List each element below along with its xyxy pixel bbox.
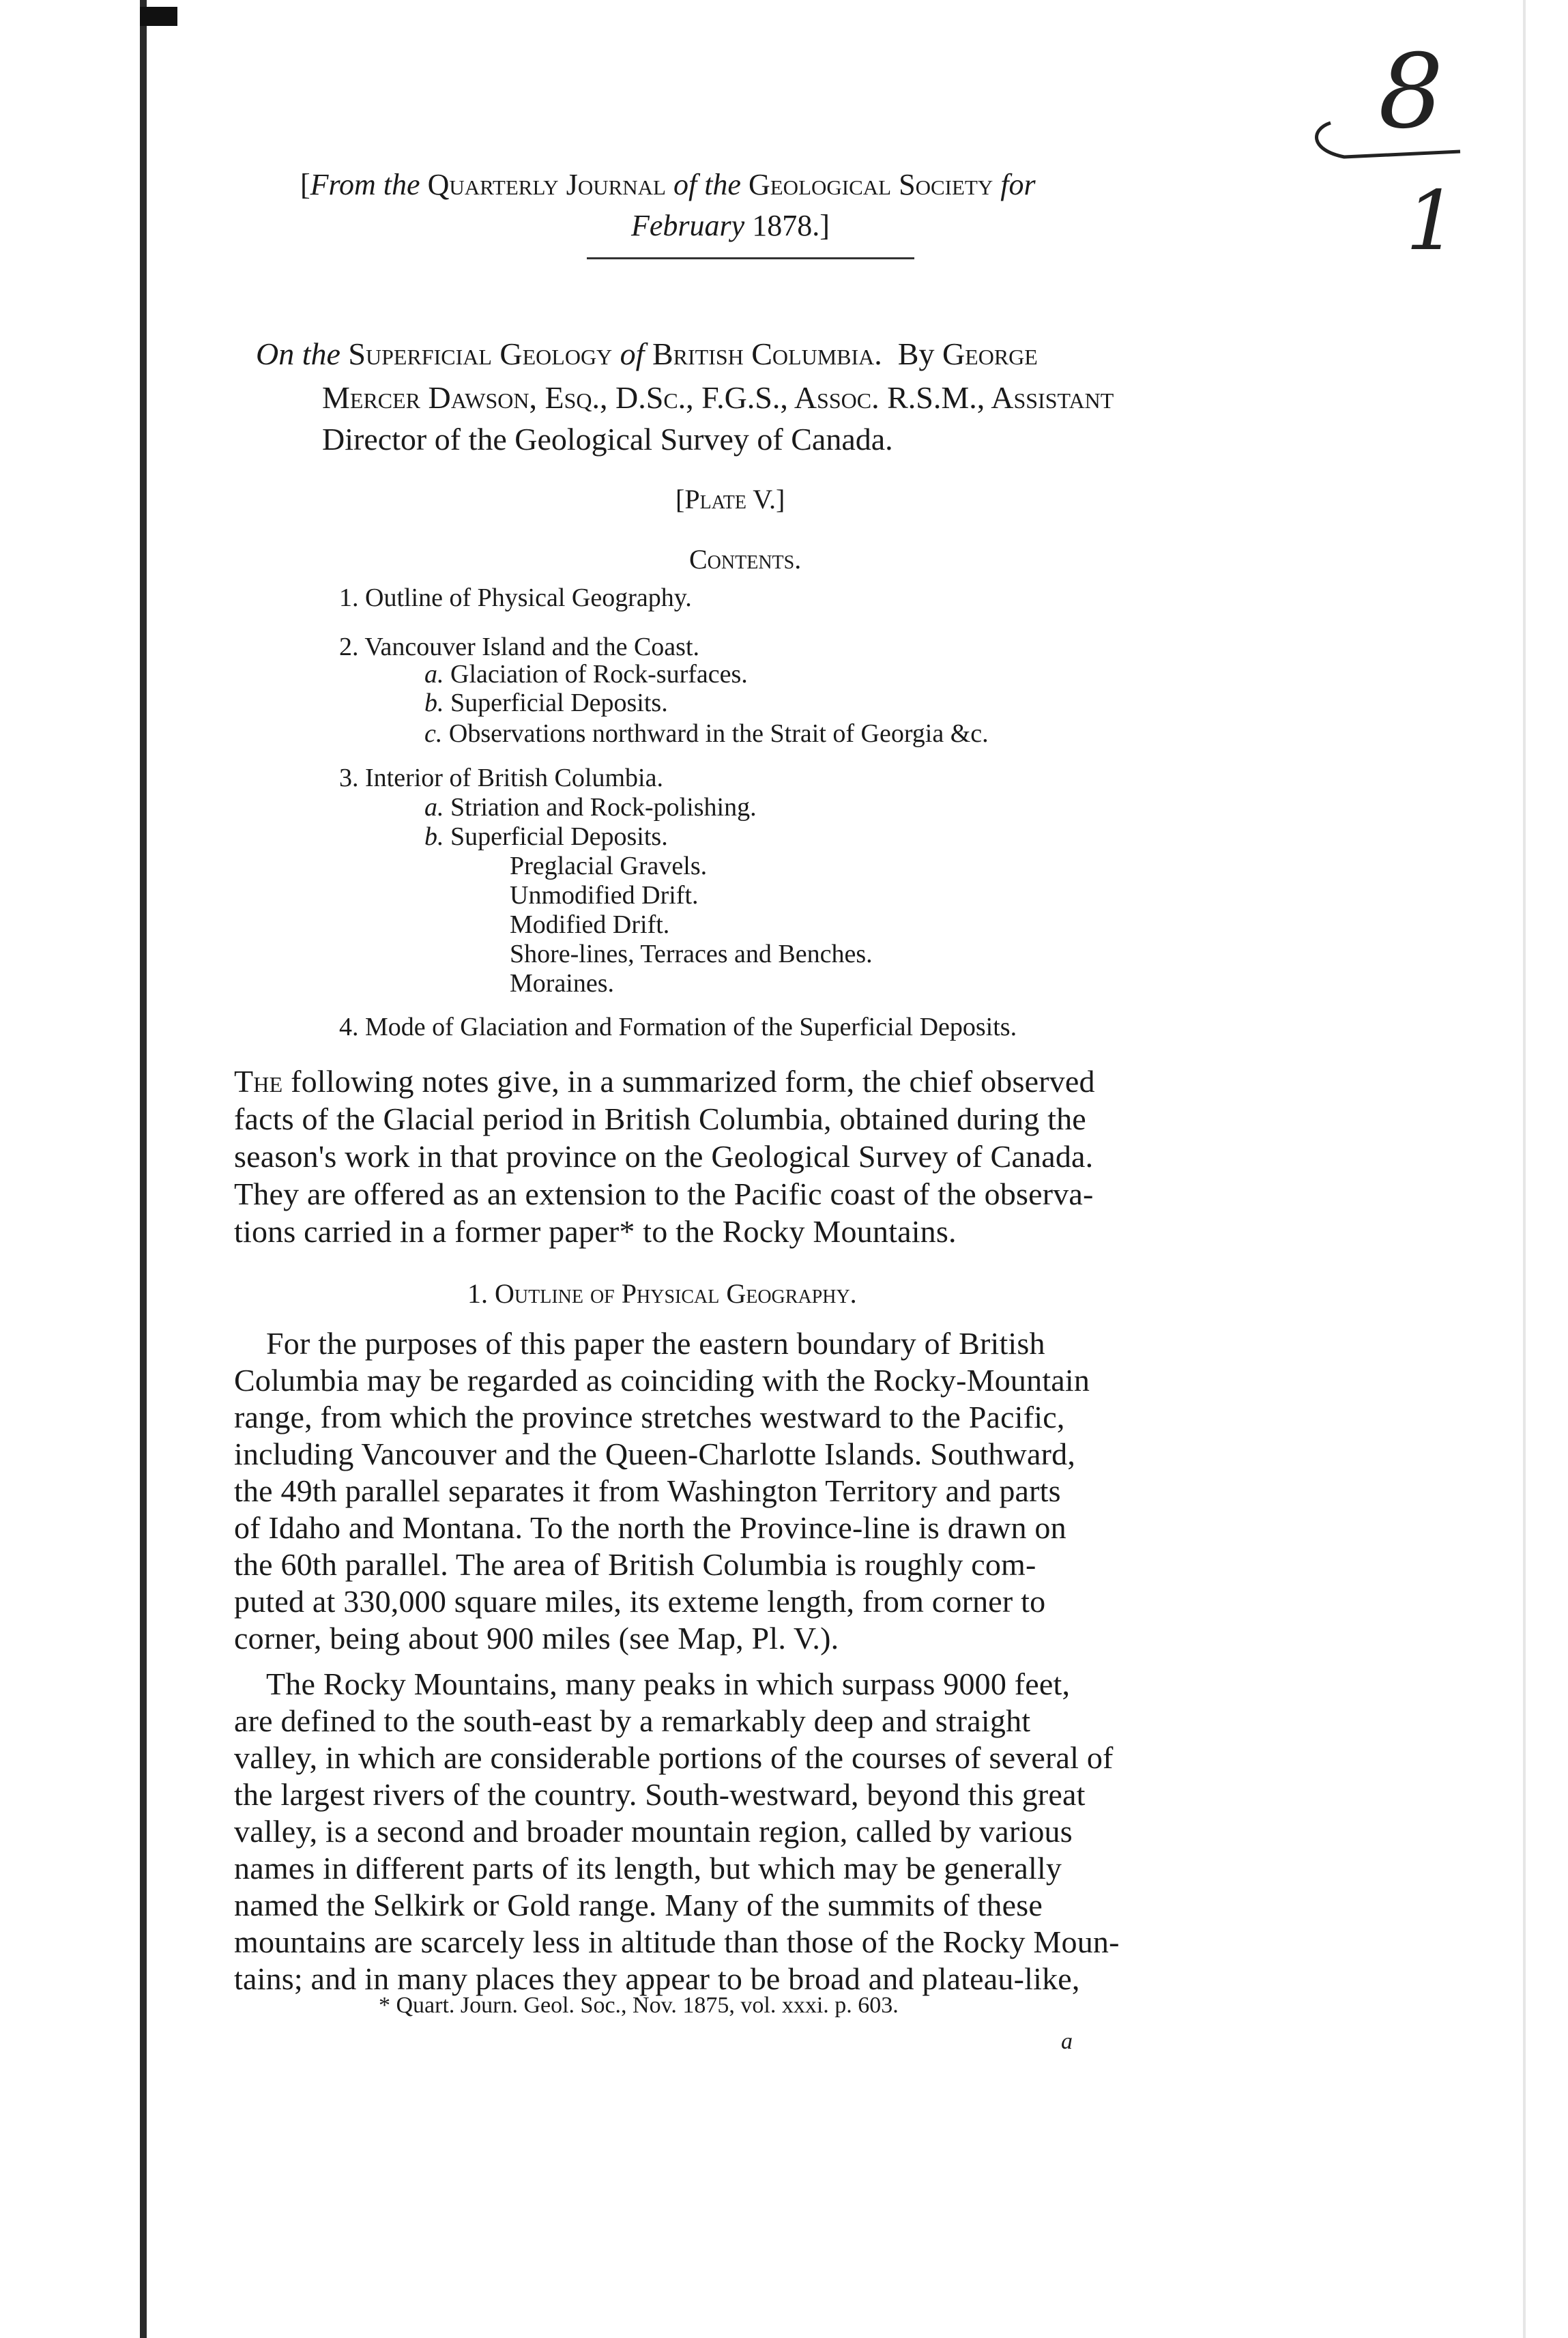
toc-item-3b-5: Moraines.: [510, 969, 615, 998]
title-by: By: [897, 336, 935, 371]
scan-margin-right: [1523, 0, 1568, 2338]
para1-line-8: puted at 330,000 square miles, its exteme length, from corner to: [234, 1584, 1046, 1619]
title-subject: Superficial Geology: [348, 336, 613, 371]
para2-line-2: are defined to the south-east by a remarkably deep and straight: [234, 1703, 1031, 1738]
title-of: of: [620, 336, 645, 371]
citation-bracket: [: [300, 168, 310, 201]
citation-from: From the: [310, 168, 420, 201]
handwritten-number-top: 8: [1378, 33, 1444, 151]
toc-text: Observations northward in the Strait of Georgia &c.: [448, 719, 989, 748]
toc-item-3a: [424, 792, 757, 822]
title-place: British Columbia.: [652, 336, 882, 371]
footnote: * Quart. Journ. Geol. Soc., Nov. 1875, vol. xxxi. p. 603.: [379, 1993, 899, 2018]
citation-society: Geological Society: [748, 168, 993, 201]
toc-text: Glaciation of Rock-surfaces.: [450, 660, 748, 689]
title-line-2: Mercer Dawson, Esq., D.Sc., F.G.S., Assoc. R.S.M., Assistant: [322, 380, 1114, 415]
page-edge-shadow: [140, 0, 147, 2338]
title-line-3: Director of the Geological Survey of Canada.: [322, 422, 893, 457]
para1-line-3: range, from which the province stretches westward to the Pacific,: [234, 1400, 1065, 1434]
handwritten-bracket: [1303, 102, 1474, 177]
title-on-the: On the: [256, 336, 340, 371]
title-line-1: [256, 336, 1038, 372]
toc-text: Superficial Deposits.: [450, 822, 668, 851]
toc-letter: b.: [424, 689, 444, 717]
catchword: a: [1061, 2029, 1073, 2054]
toc-item-3b-4: Shore-lines, Terraces and Benches.: [510, 940, 873, 968]
para2-line-5: valley, is a second and broader mountain region, called by various: [234, 1814, 1073, 1849]
citation-of-the: of the: [673, 168, 741, 201]
para1-line-5: the 49th parallel separates it from Washington Territory and parts: [234, 1473, 1061, 1508]
intro-line-4: They are offered as an extension to the Pacific coast of the observa-: [234, 1177, 1094, 1211]
citation-journal: Quarterly Journal: [427, 168, 666, 201]
title-author-first: George: [942, 336, 1038, 371]
toc-letter: b.: [424, 822, 444, 851]
intro-text: following notes give, in a summarized form, the chief observed: [291, 1064, 1095, 1099]
scan-margin-left: [0, 0, 143, 2338]
para2-line-6: names in different parts of its length, but which may be generally: [234, 1851, 1062, 1886]
para1-line-7: the 60th parallel. The area of British Columbia is roughly com-: [234, 1547, 1036, 1582]
intro-line-2: facts of the Glacial period in British Columbia, obtained during the: [234, 1101, 1086, 1136]
para2-line-3: valley, in which are considerable portions of the courses of several of: [234, 1740, 1114, 1775]
toc-item-3: 3. Interior of British Columbia.: [339, 764, 663, 792]
contents-heading: Contents.: [689, 544, 802, 575]
toc-item-2b: [424, 688, 668, 718]
para1-line-2: Columbia may be regarded as coinciding with the Rocky-Mountain: [234, 1363, 1090, 1398]
section-1-heading: 1. Outline of Physical Geography.: [467, 1278, 857, 1309]
para2-line-8: mountains are scarcely less in altitude than those of the Rocky Moun-: [234, 1924, 1120, 1959]
toc-item-1: 1. Outline of Physical Geography.: [339, 583, 692, 612]
para1-line-4: including Vancouver and the Queen-Charlotte Islands. Southward,: [234, 1437, 1076, 1471]
toc-item-3b-3: Modified Drift.: [510, 910, 670, 939]
citation-year: 1878.]: [752, 209, 830, 242]
intro-line-3: season's work in that province on the Geological Survey of Canada.: [234, 1139, 1094, 1174]
para2-line-1: The Rocky Mountains, many peaks in which surpass 9000 feet,: [266, 1666, 1071, 1701]
para2-line-7: named the Selkirk or Gold range. Many of the summits of these: [234, 1888, 1043, 1922]
plate-reference: [Plate V.]: [676, 484, 785, 515]
para2-line-4: the largest rivers of the country. South-westward, beyond this great: [234, 1777, 1086, 1812]
toc-item-2c: [424, 719, 989, 749]
intro-first-word: The: [234, 1064, 283, 1099]
citation-line-1: [300, 167, 1036, 202]
toc-item-3b-1: Preglacial Gravels.: [510, 852, 708, 880]
toc-item-3b: [424, 822, 668, 852]
para2-line-9: tains; and in many places they appear to be broad and plateau-like,: [234, 1961, 1080, 1996]
citation-line-2: [631, 208, 830, 243]
para1-line-1: For the purposes of this paper the eastern boundary of British: [266, 1326, 1045, 1361]
intro-line-5: tions carried in a former paper* to the Rocky Mountains.: [234, 1214, 957, 1249]
citation-for: for: [1000, 168, 1036, 201]
toc-item-2: 2. Vancouver Island and the Coast.: [339, 633, 700, 661]
toc-text: Superficial Deposits.: [450, 689, 668, 717]
toc-text: Striation and Rock-polishing.: [450, 793, 757, 822]
handwritten-number-bottom: 1: [1406, 174, 1458, 269]
toc-item-2a: [424, 659, 748, 689]
citation-month: February: [631, 209, 745, 242]
para1-line-6: of Idaho and Montana. To the north the Province-line is drawn on: [234, 1510, 1066, 1545]
toc-item-4: 4. Mode of Glaciation and Formation of the Superficial Deposits.: [339, 1013, 1017, 1041]
para1-line-9: corner, being about 900 miles (see Map, Pl. V.).: [234, 1621, 839, 1656]
intro-line-1: [234, 1063, 1095, 1099]
citation-rule: [587, 257, 914, 259]
page-corner-mark: [140, 7, 177, 26]
toc-item-3b-2: Unmodified Drift.: [510, 881, 699, 910]
toc-letter: c.: [424, 719, 443, 748]
toc-letter: a.: [424, 793, 444, 822]
toc-letter: a.: [424, 660, 444, 689]
